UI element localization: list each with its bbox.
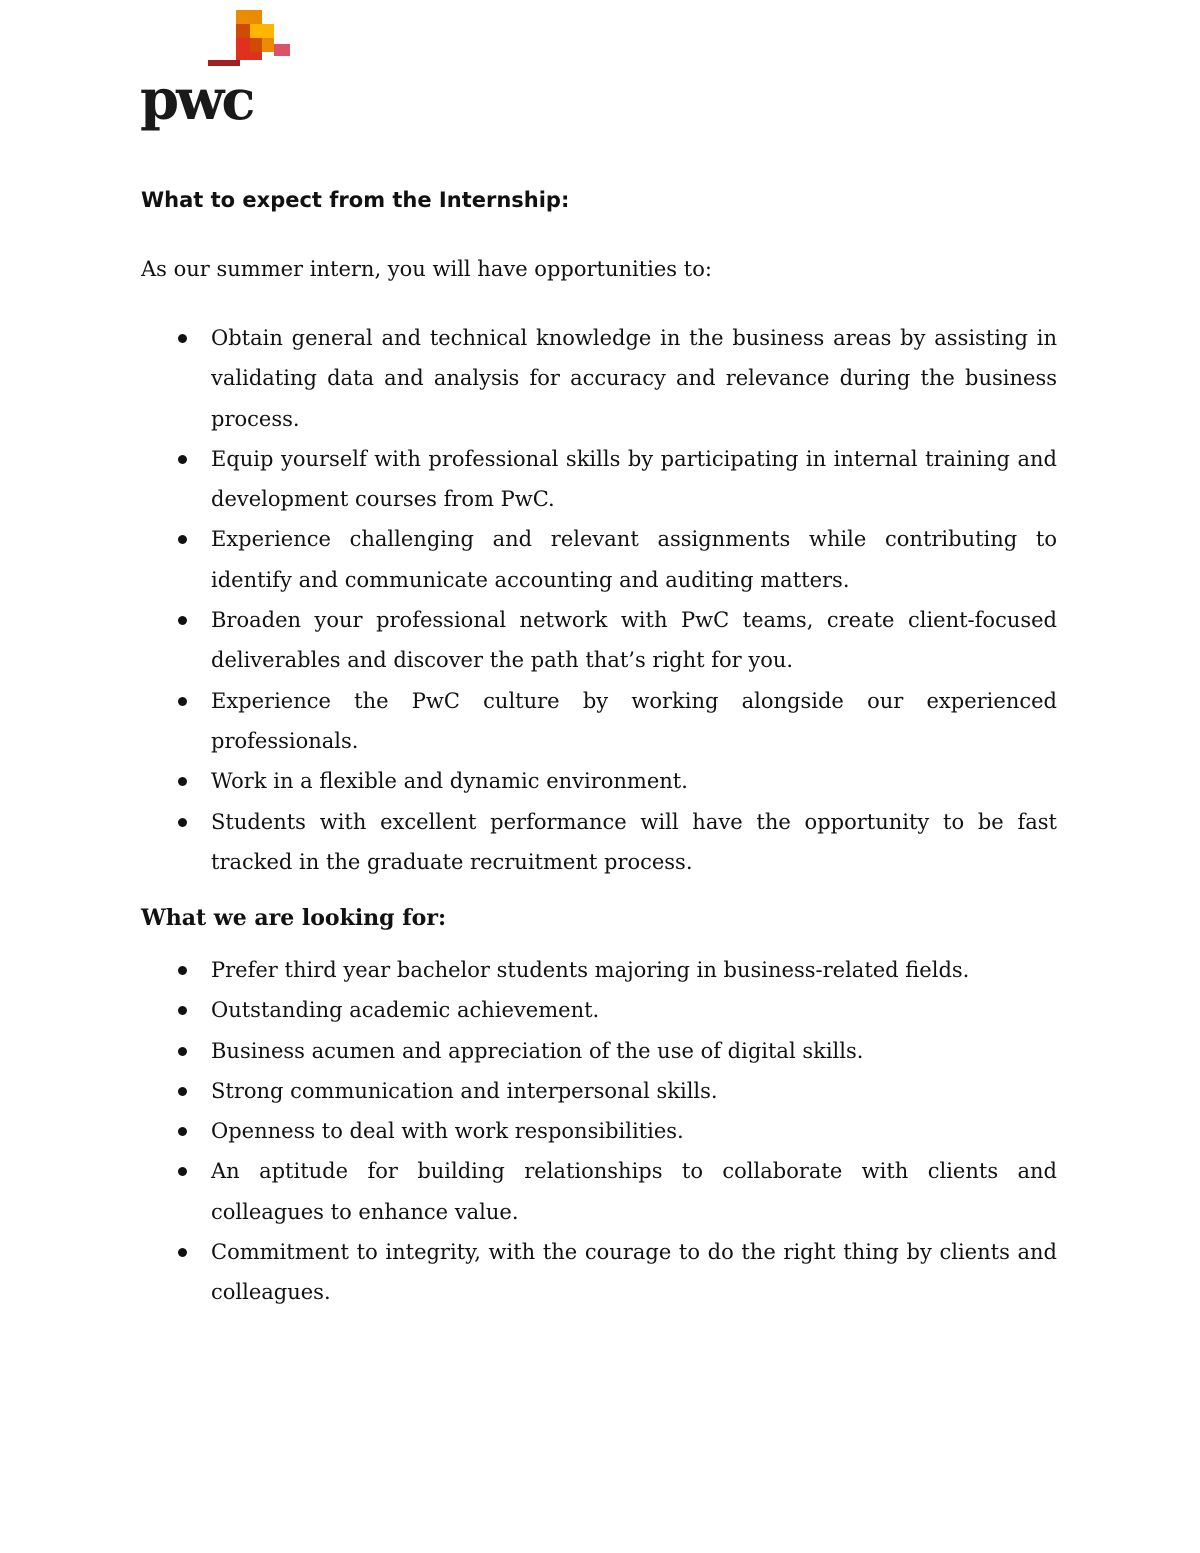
list-item <box>141 681 1057 762</box>
list-item <box>141 600 1057 681</box>
bullet-icon <box>178 455 187 464</box>
list-item-text: Business acumen and appreciation of the use of digital skills. <box>211 1038 864 1063</box>
bullet-icon <box>178 777 187 786</box>
section-heading-internship: What to expect from the Internship: <box>141 188 570 212</box>
bullet-icon <box>178 616 187 625</box>
section-heading-looking-for: What we are looking for: <box>141 905 447 931</box>
list-item-text: Outstanding academic achievement. <box>211 998 600 1023</box>
list-item <box>141 990 1057 1030</box>
list-item-text: Strong communication and interpersonal skills. <box>211 1078 718 1103</box>
opportunities-list <box>141 318 1057 882</box>
pwc-logo <box>140 10 300 133</box>
list-item <box>141 439 1057 520</box>
bullet-icon <box>178 1006 187 1015</box>
bullet-icon <box>178 1047 187 1056</box>
list-item <box>141 519 1057 600</box>
pwc-wordmark: pwc <box>140 67 253 133</box>
list-item-text: Work in a flexible and dynamic environment. <box>211 769 688 794</box>
list-item <box>141 1111 1057 1151</box>
bullet-icon <box>178 1167 187 1176</box>
bullet-icon <box>178 818 187 827</box>
list-item-text: Commitment to integrity, with the courage to do the right thing by clients and colleagues. <box>211 1240 1057 1305</box>
list-item <box>141 761 1057 801</box>
bullet-icon <box>178 697 187 706</box>
bullet-icon <box>178 1248 187 1257</box>
list-item <box>141 1031 1057 1071</box>
bullet-icon <box>178 334 187 343</box>
list-item <box>141 1232 1057 1313</box>
list-item-text: Experience challenging and relevant assignments while contributing to identify and communicate accounting and auditing matters. <box>211 527 1057 592</box>
list-item-text: Equip yourself with professional skills by participating in internal training and development courses from PwC. <box>211 446 1057 512</box>
list-item-text: An aptitude for building relationships to collaborate with clients and colleagues to enhance value. <box>211 1159 1057 1224</box>
list-item <box>141 1151 1057 1232</box>
list-item <box>141 1071 1057 1111</box>
bullet-icon <box>178 1127 187 1136</box>
list-item-text: Experience the PwC culture by working alongside our experienced professionals. <box>211 688 1057 753</box>
list-item-text: Broaden your professional network with PwC teams, create client-focused deliverables and discover the path that’s right for you. <box>211 608 1057 673</box>
list-item <box>141 950 1057 990</box>
list-item-text: Obtain general and technical knowledge in the business areas by assisting in validating data and analysis for accuracy and relevance during the business process. <box>211 326 1057 431</box>
list-item <box>141 318 1057 439</box>
bullet-icon <box>178 966 187 975</box>
bullet-icon <box>178 1087 187 1096</box>
list-item <box>141 802 1057 883</box>
list-item-text: Openness to deal with work responsibilities. <box>211 1119 684 1144</box>
intro-paragraph: As our summer intern, you will have opportunities to: <box>141 257 712 281</box>
requirements-list <box>141 950 1057 1313</box>
bullet-icon <box>178 535 187 544</box>
list-item-text: Students with excellent performance will have the opportunity to be fast tracked in the graduate recruitment process. <box>211 809 1057 874</box>
list-item-text: Prefer third year bachelor students majoring in business-related fields. <box>211 958 970 982</box>
